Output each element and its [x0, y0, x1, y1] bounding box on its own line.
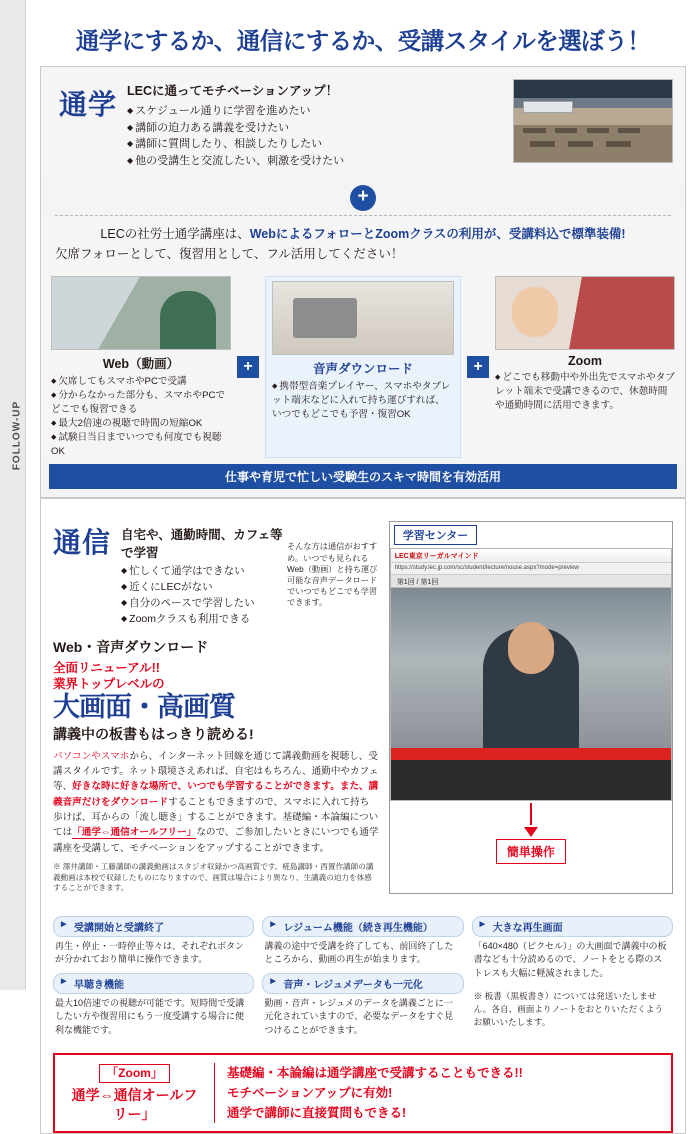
zoom-redbox — [53, 1053, 673, 1133]
body-rest: から、インターネット回線を通じて講義動画を視聴し、受講スタイルです。ネット環境さえあれば、自宅はもちろん、通勤中やカフェ等、 — [53, 750, 379, 793]
feature-title: ▶ 大きな再生画面 — [472, 916, 673, 937]
body-text — [53, 749, 379, 856]
mid-line1-a: LECの社労士通学講座は、 — [100, 227, 250, 241]
features-col-mid — [262, 916, 463, 1044]
body-red-bold-2: 講義音声だけをダウンロード — [53, 781, 379, 808]
gakkou-lead: LECに通ってモチベーションアップ！ — [127, 84, 339, 98]
kantan-badge: 簡単操作 — [496, 839, 566, 864]
gakkou-mid-line1 — [55, 224, 671, 242]
redbox-line: 基礎編・本論編は通学講座で受講することもできる!! — [227, 1066, 523, 1081]
feature-fast-playback — [53, 973, 254, 1038]
plus-icon-2: + — [467, 356, 489, 378]
card-web — [51, 276, 231, 458]
zoom-photo — [495, 276, 675, 350]
body-red: パソコンやスマホ — [53, 750, 130, 762]
footnote: ※ 澤井講師・工藤講師の講義動画はスタジオ収録かつ高画質です。椛島講師・西置作講師の講義動画は本校で収録したものになりますので、画質は場合により異なり、生講義の迫力を体感することができます。 — [53, 862, 374, 893]
player-controls[interactable] — [391, 748, 671, 760]
divider — [55, 215, 671, 216]
mid-line1-b: WebによるフォローとZoomクラスの利用が、受講料込で標準装備! — [249, 227, 626, 241]
page-content — [26, 0, 700, 1122]
card-web-bullets — [51, 375, 231, 458]
section-gakkou — [40, 66, 686, 498]
card-web-title: Web（動画） — [102, 357, 180, 371]
plus-icon-1: + — [237, 356, 259, 378]
feature-body: 動画・音声・レジュメのデータを講義ごとに一元化されていますので、必要なデータをすぐ見つけることができます。 — [264, 997, 454, 1035]
list-item: ◆ 欠席してもスマホやPCで受講 — [51, 375, 231, 389]
list-item: ◆ 他の受講生と交流したい、刺激を受けたい — [127, 153, 503, 170]
zoom-badge: 「Zoom」 — [99, 1064, 170, 1082]
list-item: ◆ Zoomクラスも利用できる — [121, 612, 287, 628]
feature-large-screen — [472, 916, 673, 981]
free-label: 通学⇔通信オールフリー」 — [71, 1086, 198, 1122]
address-bar[interactable]: https://study.lec.jp.com/sc/student/lecture/nouse.aspx?mode=preview — [391, 563, 671, 575]
side-tab-label: FOLLOW-UP — [11, 400, 23, 471]
lesson-tabs[interactable]: 第1回 / 第1回 — [391, 575, 671, 588]
gakkou-bullets — [127, 103, 503, 169]
card-audio-bullets — [272, 380, 454, 422]
player-footer — [391, 760, 671, 800]
video-area[interactable] — [391, 588, 671, 748]
list-item: ◆ 最大2倍速の視聴で時間の短縮OK — [51, 417, 231, 431]
card-audio-title: 音声ダウンロード — [312, 362, 413, 376]
gakkou-cards — [41, 272, 685, 458]
renewal-line1: 全面リニューアル!! — [53, 661, 160, 676]
features-row — [53, 916, 673, 1044]
tsushin-badge: 通信 — [53, 527, 112, 559]
browser-titlebar — [391, 549, 671, 563]
card-zoom-bullets — [495, 371, 675, 413]
list-item: ◆ 忙しくて通学はできない — [121, 564, 287, 580]
list-item: ◆ 講師の迫力ある講義を受けたい — [127, 120, 503, 137]
classroom-photo — [513, 79, 673, 163]
web-audio-heading: Web・音声ダウンロード — [53, 639, 209, 656]
feature-body: 最大10倍速での視聴が可能です。短時間で受講したい方や復習用にもう一度受講する場合に便利な機能です。 — [55, 997, 245, 1035]
feature-body: 講義の途中で受講を終了しても、前回終了したところから、動画の再生が始まります。 — [264, 940, 454, 965]
gakkou-band: 仕事や育児で忙しい受験生のスキマ時間を有効活用 — [49, 464, 677, 489]
plus-icon: + — [350, 185, 376, 211]
feature-body: 「640×480（ピクセル）」の大画面で講義中の板書なども十分読めるので、ノートをとる際のストレスも大幅に軽減されました。 — [473, 940, 667, 978]
card-zoom-title: Zoom — [567, 354, 603, 368]
tsushin-side-note: そんな方は通信がおすすめ。いつでも見られるWeb（動画）と持ち運び可能な音声データロードでいつでもどこでも学習できます。 — [287, 542, 378, 607]
list-item: ◆ 講師に質問したり、相談したりしたい — [127, 136, 503, 153]
feature-body: 再生・停止・一時停止等々は、それぞれボタンが分かれており簡単に操作できます。 — [55, 940, 245, 965]
list-item: ◆ 自分のペースで学習したい — [121, 596, 287, 612]
gakkou-mid-line2: 欠席フォローとして、復習用として、フル活用してください！ — [55, 247, 404, 261]
big-title: 大画面・高画質 — [53, 691, 235, 722]
brand-text: LEC東京リーガルマインド — [394, 552, 479, 560]
redbox-line: 通学で講師に直接質問もできる! — [227, 1106, 407, 1121]
screenshot-label: 学習センター — [394, 525, 478, 545]
player-screenshot — [389, 521, 673, 894]
right-note: ※ 板書（黒板書き）については発送いたしません。各自、画面よりノートをおとりいただくようお願いいたします。 — [473, 991, 663, 1028]
feature-title: ▶ レジューム機能（続き再生機能） — [262, 916, 463, 937]
feature-title: ▶ 音声・レジュメデータも一元化 — [262, 973, 463, 994]
list-item: ◆ 試験日当日までいつでも何度でも視聴OK — [51, 431, 231, 459]
renewal-line2: 業界トップレベルの — [53, 677, 165, 692]
web-photo — [51, 276, 231, 350]
body-rest-2: することもできますので、スマホに入れて持ち歩けば、耳からの「流し聴き」することができます。基礎編・本論編については — [53, 796, 379, 839]
features-col-left — [53, 916, 254, 1044]
feature-data-unified — [262, 973, 463, 1038]
list-item: ◆ どこでも移動中や外出先でスマホやタブレット端末で受講できるので、休憩時間や通勤時間に活用できます。 — [495, 371, 675, 413]
redbox-line: モチベーションアップに有効! — [227, 1086, 393, 1101]
list-item: ◆ 携帯型音楽プレイヤー、スマホやタブレット端末などに入れて持ち運びすれば、いつでもどこでも予習・復習OK — [272, 380, 454, 422]
list-item: ◆ スケジュール通りに学習を進めたい — [127, 103, 503, 120]
card-audio-download — [265, 276, 461, 458]
list-item: ◆ 分からなかった部分も、スマホやPCでどこでも復習できる — [51, 389, 231, 417]
body-red-bold: 好きな時に好きな場所で、いつでも学習することができます。また、 — [72, 781, 369, 793]
redbox-left — [65, 1063, 215, 1123]
audio-photo — [272, 281, 454, 355]
section-tsushin — [40, 498, 686, 1134]
gakkou-badge: 通学 — [59, 89, 118, 120]
feature-title: ▶ 受講開始と受講終了 — [53, 916, 254, 937]
list-item: ◆ 近くにLECがない — [121, 580, 287, 596]
side-tab — [0, 0, 26, 990]
tsushin-bullets — [121, 564, 287, 627]
sub-title: 講義中の板書もはっきり読める! — [53, 725, 254, 742]
body-underline: 「通学⇔通信オールフリー」 — [72, 827, 197, 839]
redbox-right — [215, 1063, 523, 1123]
tsushin-lead: 自宅や、通勤時間、カフェ等で学習 — [121, 528, 283, 561]
body-rest-3: なので、ご参加したいときにいつでも通学講座を受講して、モチベーションをアップすることができます。 — [53, 827, 379, 854]
callout-arrow — [390, 803, 672, 864]
card-zoom — [495, 276, 675, 458]
arrow-down-icon — [524, 827, 538, 837]
features-col-right — [472, 916, 673, 1044]
page-title: 通学にするか、通信にするか、受講スタイルを選ぼう！ — [75, 28, 651, 54]
feature-start-end — [53, 916, 254, 967]
feature-title: ▶ 早聴き機能 — [53, 973, 254, 994]
feature-resume — [262, 916, 463, 967]
